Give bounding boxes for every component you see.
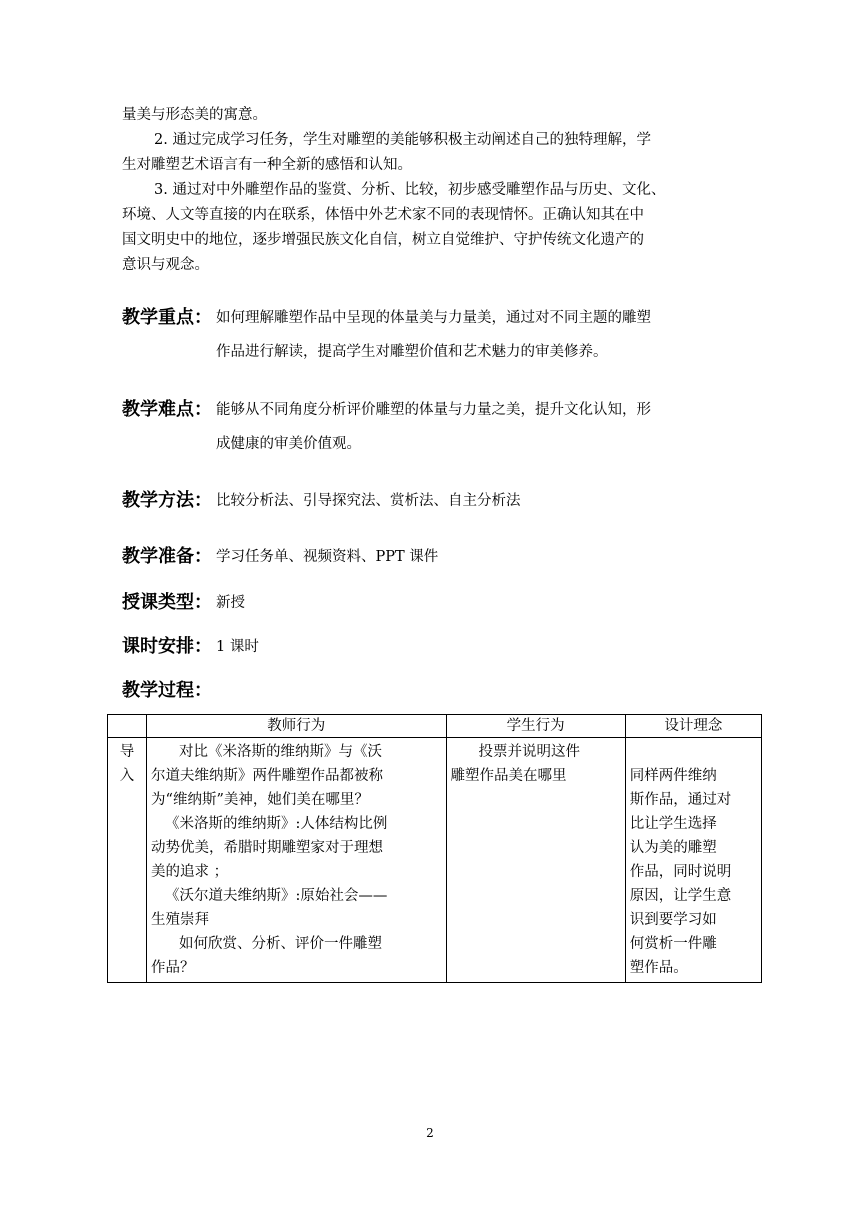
teacher-line: 作品？ [151, 960, 195, 976]
header-teacher: 教师行为 [147, 715, 446, 738]
process-section [122, 677, 762, 705]
stage-cell [108, 738, 147, 983]
teacher-line: 动势优美，希腊时期雕塑家对于理想 [151, 840, 384, 856]
page-number: 2 [426, 1126, 434, 1140]
teacher-line: 尔道夫维纳斯》两件雕塑作品都被称 [151, 768, 384, 784]
objective-3-line-3: 国文明史中的地位，逐步增强民族文化自信，树立自觉维护、守护传统文化遗产的 [122, 232, 644, 248]
objective-2-line-2: 生对雕塑艺术语言有一种全新的感悟和认知。 [122, 157, 412, 173]
difficulties-section [122, 396, 762, 458]
design-line: 作品，同时说明 [629, 864, 732, 880]
preparation-text: 学习任务单、视频资料、PPT 课件 [216, 549, 439, 565]
lesson-type-section [122, 589, 762, 617]
design-line: 何赏析一件雕 [629, 936, 717, 952]
design-line: 认为美的雕塑 [629, 840, 717, 856]
preparation-section [122, 543, 762, 571]
key-points-section [122, 304, 762, 366]
objective-3-line-1: 3. 通过对中外雕塑作品的鉴赏、分析、比较，初步感受雕塑作品与历史、文化、 [154, 182, 666, 198]
schedule-label: 课时安排： [122, 636, 212, 657]
stage-char-2: 入 [119, 768, 135, 784]
header-student: 学生行为 [446, 715, 625, 738]
table-header-row [108, 715, 762, 738]
key-points-line-1: 如何理解雕塑作品中呈现的体量美与力量美，通过对不同主题的雕塑 [216, 310, 651, 326]
lesson-type-text: 新授 [216, 595, 245, 611]
teacher-line: 为“维纳斯”美神，她们美在哪里？ [151, 792, 369, 808]
key-points-line-2: 作品进行解读，提高学生对雕塑价值和艺术魅力的审美修养。 [216, 344, 608, 360]
design-line: 同样两件维纳 [629, 768, 717, 784]
key-points-text [212, 304, 651, 366]
methods-section [122, 487, 762, 515]
lesson-type-label: 授课类型： [122, 592, 212, 613]
objective-3-line-4: 意识与观念。 [122, 257, 209, 273]
design-line: 斯作品，通过对 [629, 792, 732, 808]
student-cell [446, 738, 625, 983]
teacher-line: 《米洛斯的维纳斯》:人体结构比例 [165, 816, 388, 832]
teaching-process-table [107, 714, 762, 983]
schedule-text: 1 课时 [216, 639, 259, 655]
difficulties-line-1: 能够从不同角度分析评价雕塑的体量与力量之美，提升文化认知，形 [216, 402, 651, 418]
design-line: 原因，让学生意 [629, 888, 732, 904]
design-cell [625, 738, 761, 983]
student-line: 雕塑作品美在哪里 [450, 768, 567, 784]
difficulties-text [212, 396, 651, 458]
objective-3-line-2: 环境、人文等直接的内在联系，体悟中外艺术家不同的表现情怀。正确认知其在中 [122, 207, 644, 223]
teacher-line: 生殖崇拜 [151, 912, 210, 928]
teacher-cell [147, 738, 446, 983]
teacher-line: 对比《米洛斯的维纳斯》与《沃 [179, 744, 383, 760]
design-line: 识到要学习如 [629, 912, 717, 928]
methods-label: 教学方法： [122, 490, 212, 511]
teacher-line: 如何欣赏、分析、评价一件雕塑 [179, 936, 383, 952]
header-design: 设计理念 [625, 715, 761, 738]
design-line: 塑作品。 [629, 960, 688, 976]
stage-char-1: 导 [119, 744, 135, 760]
difficulties-label: 教学难点： [122, 399, 212, 420]
teacher-line: 美的追求 ； [151, 864, 229, 880]
student-line: 投票并说明这件 [478, 744, 580, 760]
key-points-label: 教学重点： [122, 307, 212, 328]
preparation-label: 教学准备： [122, 546, 212, 567]
teacher-line: 《沃尔道夫维纳斯》:原始社会—— [165, 888, 388, 904]
design-line: 比让学生选择 [629, 816, 717, 832]
objective-2-line-1: 2. 通过完成学习任务，学生对雕塑的美能够积极主动阐述自己的独特理解，学 [154, 132, 651, 148]
objectives-continued [122, 103, 760, 278]
table-row [108, 738, 762, 983]
process-label: 教学过程： [122, 680, 212, 701]
difficulties-line-2: 成健康的审美价值观。 [216, 436, 361, 452]
methods-text: 比较分析法、引导探究法、赏析法、自主分析法 [216, 493, 521, 509]
objective-1-tail: 量美与形态美的寓意。 [122, 107, 267, 123]
schedule-section [122, 633, 762, 661]
header-stage [108, 715, 147, 738]
